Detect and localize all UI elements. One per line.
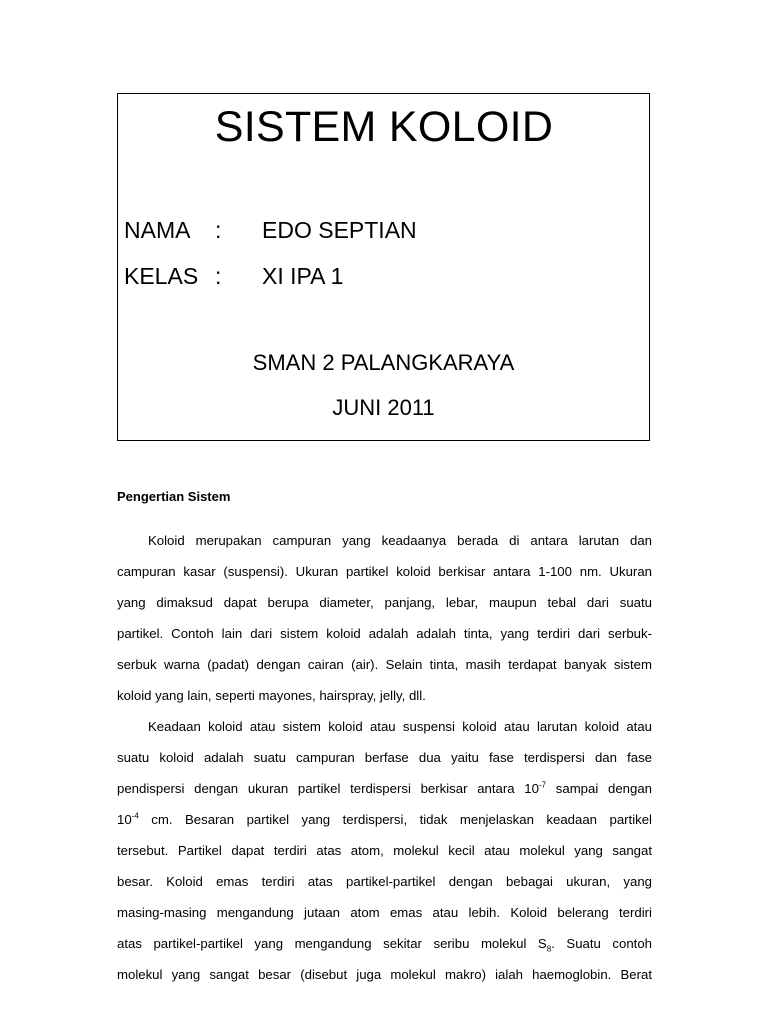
text-line: Keadaan koloid atau sistem koloid atau suspensi koloid atau larutan koloid atau	[148, 719, 652, 734]
text-line: molekul yang sangat besar (disebut juga molekul makro) ialah haemoglobin. Berat	[117, 967, 652, 982]
text-line: suatu koloid adalah suatu campuran berfase dua yaitu fase terdispersi dan fase	[117, 750, 652, 765]
text-line	[117, 804, 652, 835]
text-line: besar. Koloid emas terdiri atas partikel-partikel dengan bebagai ukuran, yang	[117, 874, 652, 889]
text-segment: sampai dengan	[546, 781, 652, 796]
text-line: tersebut. Partikel dapat terdiri atas atom, molekul kecil atau molekul yang sangat	[117, 843, 652, 858]
text-line: campuran kasar (suspensi). Ukuran partikel koloid berkisar antara 1-100 nm. Ukuran	[117, 564, 652, 579]
text-segment: cm. Besaran partikel yang terdispersi, tidak menjelaskan keadaan partikel	[138, 812, 652, 827]
nama-label: NAMA	[124, 217, 191, 243]
nama-value: EDO SEPTIAN	[262, 217, 417, 243]
text-line	[117, 773, 652, 804]
section-heading: Pengertian Sistem	[117, 489, 231, 504]
text-line	[117, 928, 652, 959]
text-segment: 10	[117, 812, 132, 827]
text-line: partikel. Contoh lain dari sistem koloid adalah adalah tinta, yang terdiri dari serbuk-	[117, 626, 652, 641]
exponent: -7	[538, 780, 547, 790]
kelas-separator: :	[215, 263, 222, 289]
text-segment: atas partikel-partikel yang mengandung sekitar seribu molekul S	[117, 936, 547, 951]
subscript: 8	[546, 944, 552, 954]
paragraph-2	[117, 711, 652, 990]
school-name: SMAN 2 PALANGKARAYA	[252, 350, 515, 375]
text-line: serbuk warna (padat) dengan cairan (air). Selain tinta, masih terdapat banyak sistem	[117, 657, 652, 672]
text-segment: . Suatu contoh	[551, 936, 652, 951]
nama-separator: :	[215, 217, 222, 243]
text-segment: pendispersi dengan ukuran partikel terdispersi berkisar antara 10	[117, 781, 539, 796]
kelas-label: KELAS	[124, 263, 199, 289]
kelas-value: XI IPA 1	[262, 263, 344, 289]
text-line: koloid yang lain, seperti mayones, hairspray, jelly, dll.	[117, 688, 426, 703]
text-line: Koloid merupakan campuran yang keadaanya berada di antara larutan dan	[148, 533, 652, 548]
text-line: masing-masing mengandung jutaan atom emas atau lebih. Koloid belerang terdiri	[117, 905, 652, 920]
exponent: -4	[131, 811, 139, 821]
text-line: yang dimaksud dapat berupa diameter, panjang, lebar, maupun tebal dari suatu	[117, 595, 652, 610]
paragraph-1	[117, 525, 652, 711]
cover-date: JUNI 2011	[332, 395, 435, 420]
cover-title: SISTEM KOLOID	[214, 103, 554, 151]
